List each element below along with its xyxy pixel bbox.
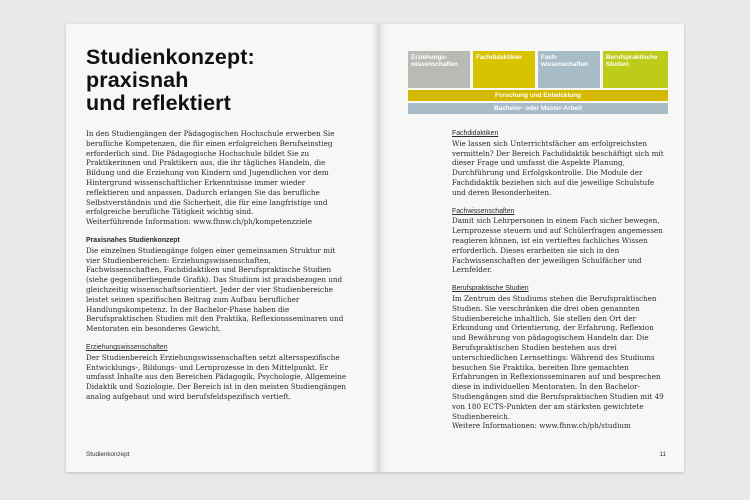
section-heading: Fachdidaktiken xyxy=(452,130,499,137)
section-praxisnah xyxy=(86,236,348,334)
section-berufspraktische-studien xyxy=(452,284,666,431)
intro-block xyxy=(86,129,348,227)
box-erziehungswissenschaften xyxy=(408,51,470,88)
section-paragraph: Der Studienbereich Erziehungswissenschaften setzt altersspezifische Entwicklungs-, Bildungs- und Lernprozesse in den Mittelpunkt. Er umfasst Inhalte aus den Bereichen Pädagogik, Psychologie, Allgemeine Didaktik und Soziologie. Der Bereich ist in den meisten Studiengängen analog aufgebaut und wird berufsfeldspezifisch vertieft. xyxy=(86,352,347,401)
section-paragraph: Im Zentrum des Studiums stehen die Berufspraktischen Studien. Sie verschränken die drei oben genannten Studienbereiche inhaltlich. Sie stellen den Ort der Erkundung und Orientierung, der Erfahrung, Reflexion und Bewährung von pädagogischem Handeln dar. Die Berufspraktischen Studien bestehen aus drei unterschiedlichen Lernsettings: Während des Studiums besuchen Sie Praktika, bereiten Ihre gemachten Erfahrungen in Reflexionsseminaren auf und besprechen diese in individuellen Mentoraten. In den Bachelor-Studiengängen sind die Berufspraktischen Studien mit 49 von 180 ECTS-Punkten der am stärksten gewichtete Studienbereich. xyxy=(452,293,664,421)
bar-forschung-entwicklung: Forschung und Entwicklung xyxy=(408,90,668,101)
box-label-line: Fachdidaktiken xyxy=(476,54,522,61)
section-heading: Fachwissenschaften xyxy=(452,207,515,215)
section-paragraph: Wie lassen sich Unterrichtsfächer am erfolgreichsten vermitteln? Der Bereich Fachdidaktik beschäftigt sich mit dieser Frage und umfasst die Aspekte Planung, Durchführung und Erfolgskontrolle. Die Module der Fachdidaktik beziehen sich auf die jeweilige Schulstufe und deren Besonderheiten. xyxy=(452,138,664,197)
section-heading: Erziehungswissenschaften xyxy=(86,343,168,351)
right-page xyxy=(378,24,684,472)
headline-line-1: Studienkonzept: xyxy=(86,45,255,69)
section-heading: Berufspraktische Studien xyxy=(452,285,529,293)
box-berufspraktische-studien xyxy=(603,51,668,88)
section-paragraph: Damit sich Lehrpersonen in einem Fach sicher bewegen, Lernprozesse steuern und auf Schülerfragen angemessen reagieren können, ist ein vertieftes fachliches Wissen erforderlich. Dieses erarbeiten sie sich in den Fachwissenschaften der jeweiligen Schulfächer und Lernfelder. xyxy=(452,216,663,275)
headline-line-2: praxisnah xyxy=(86,68,189,92)
box-label-line: wissenschaften xyxy=(541,61,588,68)
intro-paragraph: In den Studiengängen der Pädagogischen Hochschule erwerben Sie berufliche Kompetenzen, die für einen erfolgreichen Berufseinstieg erforderlich sind. Die Pädagogische Hochschule bildet Sie zu Praktikerinnen und Praktikern aus, die ihr tägliches Handeln, die Bildung und die Erziehung von Kindern und Jugendlichen vor dem Hintergrund wissenschaftlicher Erkenntnisse immer wieder reflektieren und anpassen. Dadurch erlangen Sie das berufliche Selbstverständnis und die Sicherheit, die für eine langfristige und erfolgreiche berufliche Tätigkeit wichtig sind. xyxy=(86,129,335,217)
right-text-column xyxy=(452,129,666,440)
intro-link-text: Weiterführende Information: www.fhnw.ch/ph/kompetenzziele xyxy=(86,217,313,227)
box-label-line: Erziehungs- xyxy=(411,54,448,61)
bar-bachelor-master-arbeit: Bachelor- oder Master-Arbeit xyxy=(408,103,668,114)
study-structure-diagram xyxy=(408,51,668,117)
left-text-column xyxy=(86,129,348,411)
page-headline xyxy=(86,46,255,115)
box-label-line: wissenschaften xyxy=(411,61,458,68)
left-page xyxy=(66,24,375,472)
section-heading: Praxisnahes Studienkonzept xyxy=(86,236,180,244)
page-number: 11 xyxy=(659,451,666,458)
section-paragraph: Die einzelnen Studiengänge folgen einer gemeinsamen Struktur mit vier Studienbereichen: Erziehungswissenschaften, Fachwissenschaften, Fachdidaktiken und Berufspraktische Studien (siehe gegenüberliegende Grafik). Das Studium ist praxisbezogen und gleichzeitig wissenschaftsorientiert. Jeder der vier Studienbereiche leistet seinen spezifischen Beitrag zum Aufbau beruflicher Handlungskompetenz. In der Bachelor-Phase haben die Berufspraktischen Studien mit den Praktika, Reflexionsseminaren und Mentoraten ein besonderes Gewicht. xyxy=(86,245,344,334)
headline-line-3: und reflektiert xyxy=(86,91,231,115)
box-fachdidaktiken xyxy=(473,51,535,88)
section-fachwissenschaften xyxy=(452,207,666,276)
box-fachwissenschaften xyxy=(538,51,600,88)
more-info-link-text: Weitere Informationen: www.fhnw.ch/ph/studium xyxy=(452,421,631,431)
section-erziehungswissenschaften xyxy=(86,343,348,402)
box-label-line: Studien xyxy=(606,61,630,68)
box-label-line: Fach- xyxy=(541,54,558,61)
brochure-spread xyxy=(66,24,684,472)
running-footer: Studienkonzept xyxy=(86,451,130,458)
section-fachdidaktiken xyxy=(452,129,666,198)
box-label-line: Berufspraktische xyxy=(606,54,658,61)
